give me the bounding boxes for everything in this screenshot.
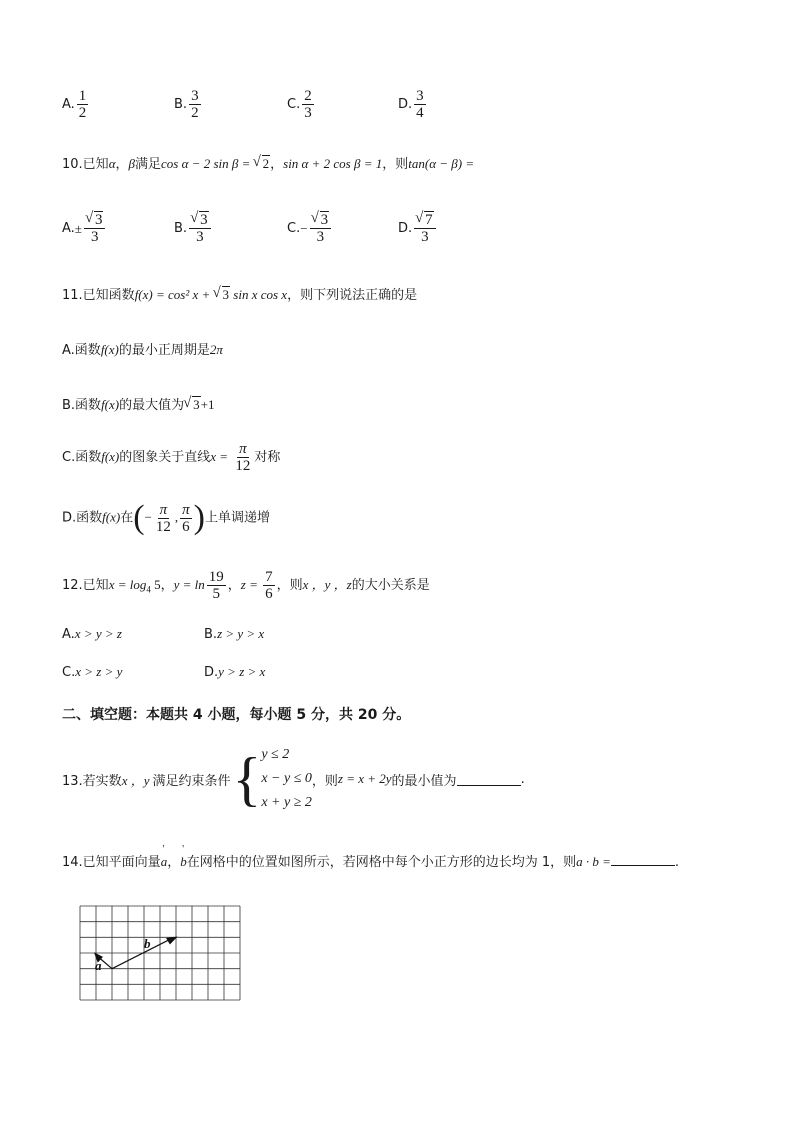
fraction: $\frac{3}{4}$ bbox=[416, 88, 424, 121]
constraint-system: y ≤ 2 x − y ≤ 0 x + y ≥ 2 bbox=[261, 747, 312, 810]
q9-option-b bbox=[174, 88, 203, 121]
q9-option-a bbox=[62, 88, 90, 121]
q12-option-a: A.x > y > z bbox=[62, 626, 122, 642]
grid-lines bbox=[80, 906, 240, 1000]
option-label: A. bbox=[62, 97, 75, 112]
q10-option-b: B. √ $\frac{3}{3}$ bbox=[174, 212, 213, 245]
q9-option-d bbox=[398, 88, 428, 121]
q9-option-c bbox=[287, 88, 316, 121]
fraction: $\frac{3}{2}$ bbox=[191, 88, 199, 121]
q11-option-d: D.函数f(x)在(− $\frac{\pi}{12}$ , $\frac{\pi}{6}$ )上单调递增 bbox=[62, 499, 270, 536]
vector-grid-figure bbox=[78, 904, 242, 1004]
answer-blank[interactable] bbox=[611, 853, 675, 866]
answer-blank[interactable] bbox=[457, 773, 521, 786]
q12-stem: 12.已知$x = \log_4 5$，y = ln $\frac{19}{5}$ ，z = $\frac{7}{6}$ ，则x ，y ，z的大小关系是 bbox=[62, 569, 430, 602]
q11-option-a: A.函数f(x)的最小正周期是2π bbox=[62, 342, 223, 358]
q10-stem: 10.已知α，β满足cos α − 2 sin β = √ 2，sin α + 2 cos β = 1，则tan(α − β) = bbox=[62, 153, 474, 172]
option-label: B. bbox=[174, 97, 188, 112]
sqrt: √ 2 bbox=[254, 156, 271, 172]
q12-option-d: D.y > z > x bbox=[204, 664, 266, 680]
q13-stem: 13.若实数 x ，y 满足约束条件 { y ≤ 2 x − y ≤ 0 x + y ≥ 2 ，则 z = x + 2y 的最小值为 . bbox=[62, 743, 525, 815]
q14-stem: 14.已知平面向量a '，b '在网格中的位置如图所示，若网格中每个小正方形的边长均为 1，则a · b = . bbox=[62, 851, 679, 870]
vector-a-label: a bbox=[95, 958, 102, 973]
vector-b-arrowhead bbox=[167, 937, 176, 943]
q11-option-b: B.函数f(x)的最大值为√ 3+1 bbox=[62, 394, 214, 413]
fraction: $\frac{2}{3}$ bbox=[304, 88, 312, 121]
option-label: C. bbox=[287, 97, 301, 112]
q11-stem: 11.已知函数f(x) = cos² x + √ 3 sin x cos x，则下列说法正确的是 bbox=[62, 284, 417, 303]
q10-option-c: C. − √ $\frac{3}{3}$ bbox=[287, 212, 333, 245]
q12-option-c: C.x > z > y bbox=[62, 664, 123, 680]
q10-options bbox=[62, 212, 482, 252]
vector-b-label: b bbox=[144, 936, 151, 951]
q12-option-b: B.z > y > x bbox=[204, 626, 265, 642]
q10-option-d: D. √ $\frac{7}{3}$ bbox=[398, 212, 438, 245]
option-label: D. bbox=[398, 97, 413, 112]
fraction: $\frac{1}{2}$ bbox=[78, 88, 87, 121]
section-heading: 二、填空题：本题共 4 小题，每小题 5 分，共 20 分。 bbox=[62, 707, 411, 723]
q10-option-a: A. ± √ $\frac{3}{3}$ bbox=[62, 212, 107, 245]
q11-option-c: C.函数f(x)的图象关于直线x = $\frac{\pi}{12}$ 对称 bbox=[62, 441, 281, 474]
